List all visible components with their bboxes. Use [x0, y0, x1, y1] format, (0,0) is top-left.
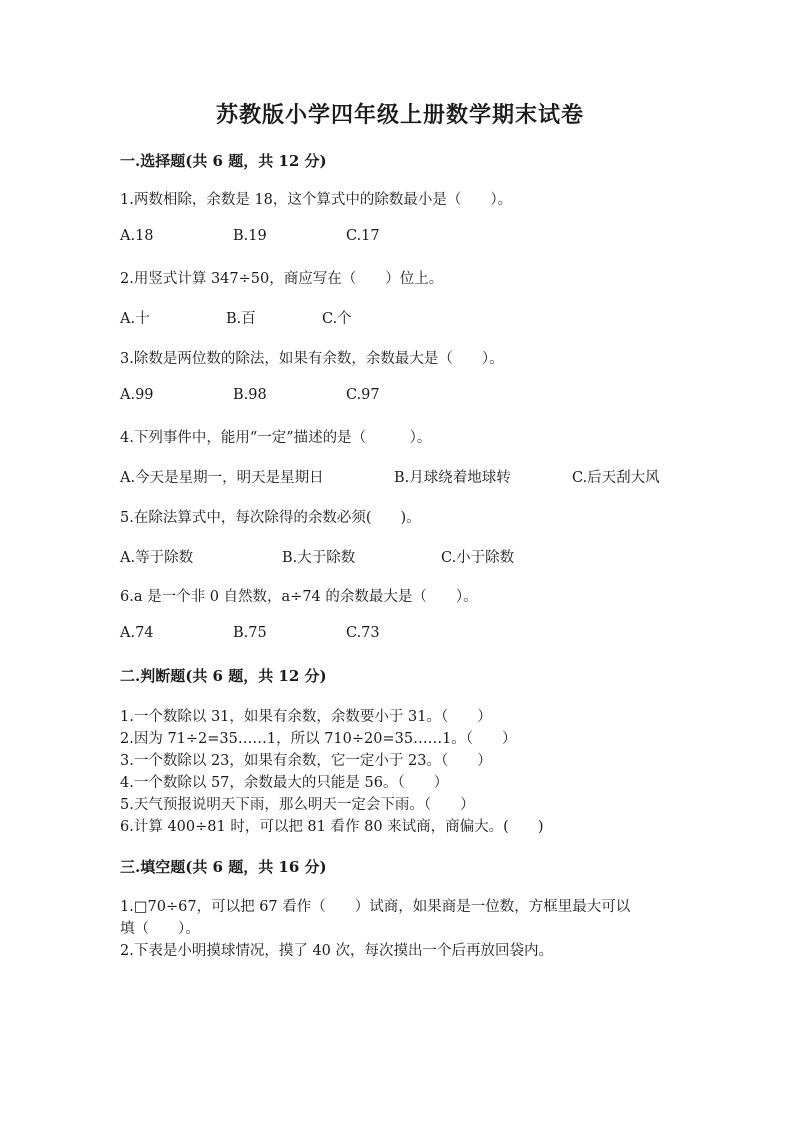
option-a[interactable]: A.99 — [120, 387, 154, 403]
option-b[interactable]: B.75 — [233, 625, 267, 641]
option-b[interactable]: B.19 — [233, 228, 267, 244]
judgment-item-2: 2.因为 71÷2=35……1，所以 710÷20=35……1。（ ） — [120, 731, 517, 747]
option-a[interactable]: A.十 — [120, 311, 150, 327]
judgment-item-6: 6.计算 400÷81 时，可以把 81 看作 80 来试商，商偏大。( ) — [120, 819, 544, 835]
option-b[interactable]: B.98 — [233, 387, 267, 403]
option-b[interactable]: B.百 — [226, 311, 256, 327]
option-c[interactable]: C.小于除数 — [441, 550, 515, 566]
option-b[interactable]: B.月球绕着地球转 — [394, 470, 511, 486]
question-2: 2.用竖式计算 347÷50，商应写在（ ）位上。 — [120, 271, 444, 287]
question-2-options — [120, 307, 720, 327]
option-a[interactable]: A.74 — [120, 625, 154, 641]
fill-item-1: 1.□70÷67，可以把 67 看作（ ）试商，如果商是一位数，方框里最大可以 — [120, 899, 631, 915]
option-c[interactable]: C.97 — [346, 387, 380, 403]
exam-title: 苏教版小学四年级上册数学期末试卷 — [215, 102, 584, 128]
option-b[interactable]: B.大于除数 — [282, 550, 356, 566]
question-6: 6.a 是一个非 0 自然数，a÷74 的余数最大是（ ）。 — [120, 589, 478, 605]
question-1-options — [120, 228, 720, 248]
fill-item-1-continued: 填（ ）。 — [120, 921, 200, 937]
section-heading-judgment: 二.判断题(共 6 题，共 12 分) — [120, 667, 327, 685]
question-3: 3.除数是两位数的除法，如果有余数，余数最大是（ ）。 — [120, 351, 504, 367]
question-4-options — [120, 466, 720, 486]
judgment-item-5: 5.天气预报说明天下雨，那么明天一定会下雨。（ ） — [120, 797, 475, 813]
option-a[interactable]: A.今天是星期一，明天是星期日 — [120, 470, 324, 486]
judgment-item-4: 4.一个数除以 57，余数最大的只能是 56。（ ） — [120, 775, 449, 791]
fill-item-2: 2.下表是小明摸球情况，摸了 40 次，每次摸出一个后再放回袋内。 — [120, 943, 554, 959]
section-heading-choice: 一.选择题(共 6 题，共 12 分) — [120, 152, 327, 170]
judgment-item-1: 1.一个数除以 31，如果有余数，余数要小于 31。（ ） — [120, 709, 492, 725]
section-heading-fill: 三.填空题(共 6 题，共 16 分) — [120, 858, 327, 876]
option-a[interactable]: A.18 — [120, 228, 154, 244]
option-c[interactable]: C.17 — [346, 228, 380, 244]
option-c[interactable]: C.后天刮大风 — [572, 470, 660, 486]
option-c[interactable]: C.个 — [322, 311, 352, 327]
question-5-options — [120, 546, 720, 566]
question-5: 5.在除法算式中，每次除得的余数必须( )。 — [120, 510, 421, 526]
option-a[interactable]: A.等于除数 — [120, 550, 194, 566]
question-3-options — [120, 387, 720, 407]
judgment-item-3: 3.一个数除以 23，如果有余数，它一定小于 23。（ ） — [120, 753, 492, 769]
question-1: 1.两数相除，余数是 18，这个算式中的除数最小是（ ）。 — [120, 192, 513, 208]
question-6-options — [120, 625, 720, 645]
option-c[interactable]: C.73 — [346, 625, 380, 641]
question-4: 4.下列事件中，能用“一定”描述的是（ ）。 — [120, 430, 432, 446]
